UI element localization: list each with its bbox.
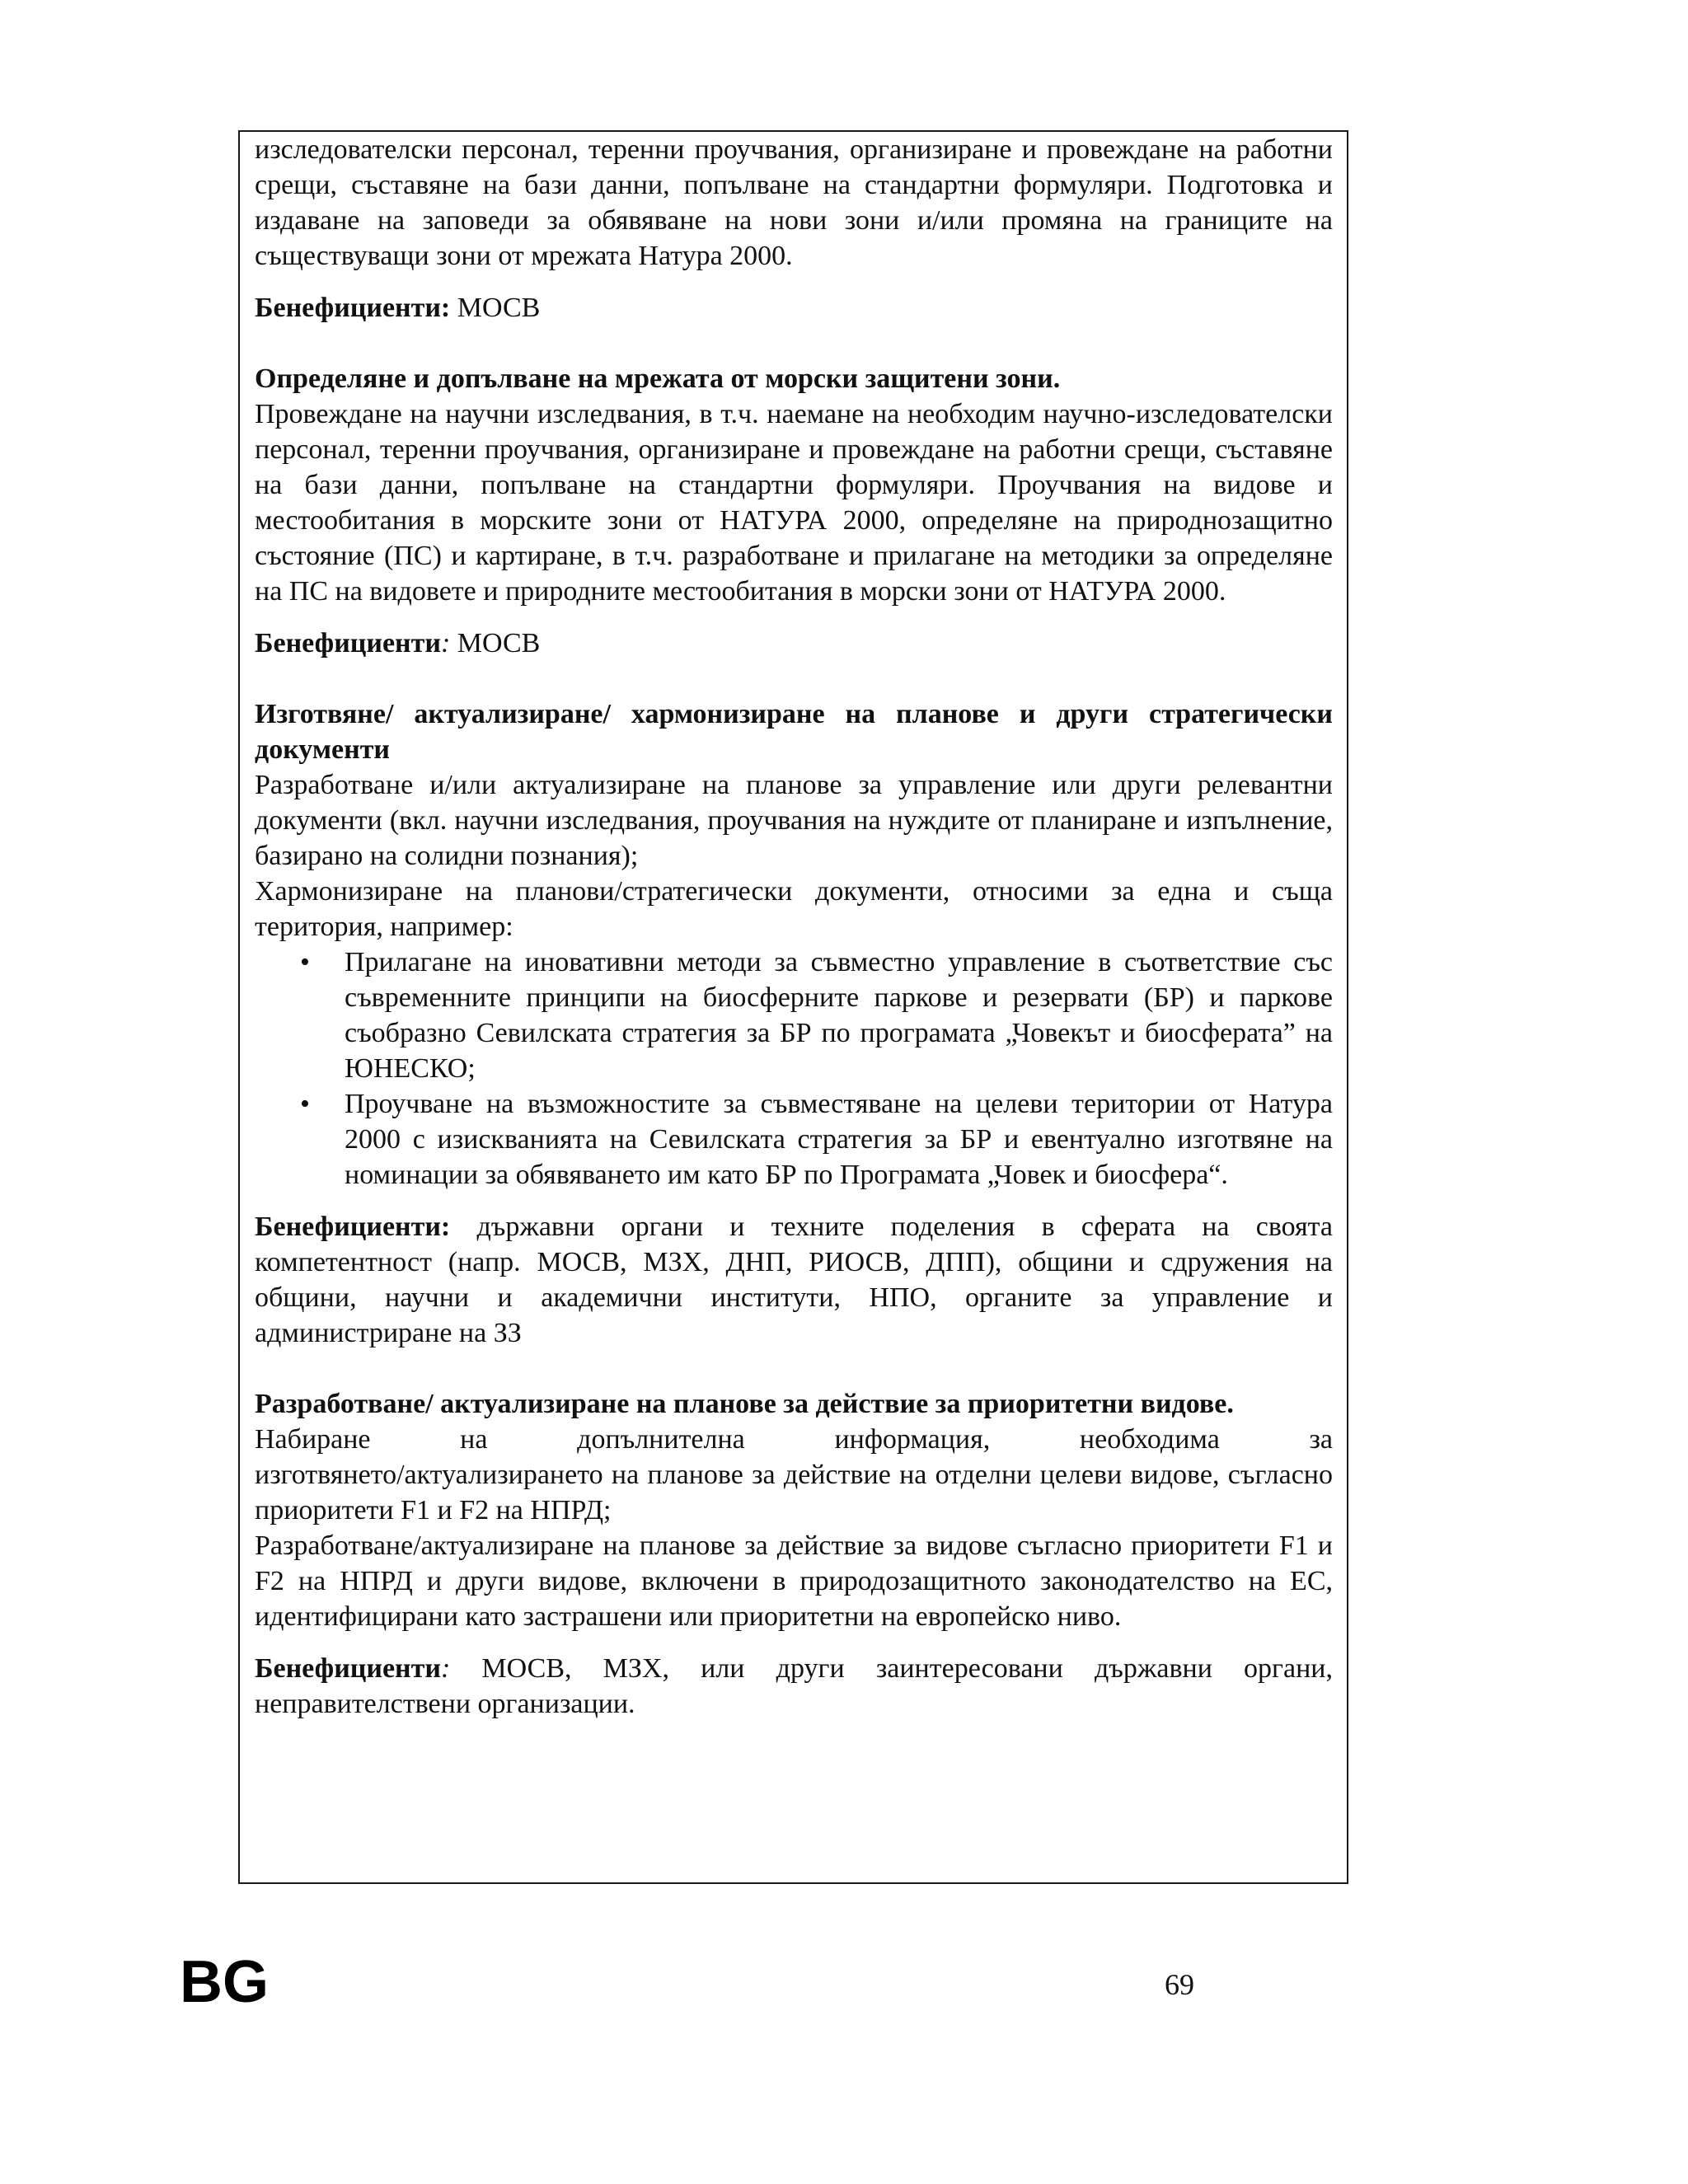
section-text-species-line-1: Набиране на допълнителна информация, необходима за	[255, 1424, 1333, 1455]
beneficiaries-value: МОСВ, МЗХ, или други заинтересовани държавни органи, неправителствени организации.	[255, 1653, 1333, 1719]
language-mark: BG	[180, 1949, 269, 2015]
intro-beneficiaries	[255, 290, 1333, 326]
section-text-species-2: Разработване/актуализиране на планове за действие за видове съгласно приоритети F1 и F2 на НПРД и други видове, включени в природозащитното законодателство на ЕС, идентифицирани като застрашени или приоритетни на европейско ниво.	[255, 1530, 1333, 1632]
beneficiaries-colon: :	[440, 1653, 451, 1684]
beneficiaries-label: Бенефициенти	[255, 1653, 441, 1684]
section-text-species-1: изготвянето/актуализирането на планове за действие на отделни целеви видове, съгласно приоритети F1 и F2 на НПРД;	[255, 1460, 1333, 1526]
bullet-icon: •	[300, 947, 310, 977]
section-heading-marine: Определяне и допълване на мрежата от морски защитени зони.	[255, 363, 1061, 394]
section-text-plans-1: Разработване и/или актуализиране на планове за управление или други релевантни документи (вкл. научни изследвания, проучвания на нуждите от планиране и изпълнение, базирано на солидни познания);	[255, 770, 1333, 871]
marine-beneficiaries	[255, 626, 1333, 661]
bullet-icon: •	[300, 1089, 310, 1119]
beneficiaries-label: Бенефициенти:	[255, 293, 451, 323]
beneficiaries-colon: :	[440, 628, 451, 658]
section-heading-species: Разработване/ актуализиране на планове за действие за приоритетни видове.	[255, 1389, 1234, 1419]
beneficiaries-label: Бенефициенти	[255, 628, 441, 658]
section-heading-plans: Изготвяне/ актуализиране/ хармонизиране на планове и други стратегически документи	[255, 699, 1333, 765]
page-number: 69	[1165, 1968, 1194, 2001]
content-body	[255, 132, 1333, 1722]
species-beneficiaries	[255, 1651, 1333, 1722]
list-item	[255, 944, 1333, 1086]
bullet-list	[255, 944, 1333, 1193]
plans-beneficiaries	[255, 1209, 1333, 1351]
bullet-text: Проучване на възможностите за съвместяване на целеви територии от Натура 2000 с изискванията на Севилската стратегия за БР и евентуално изготвяне на номинации за обявяването им като БР по Програмата „Човек и биосфера“.	[345, 1089, 1333, 1190]
beneficiaries-label: Бенефициенти:	[255, 1212, 451, 1242]
section-text-marine: Провеждане на научни изследвания, в т.ч. наемане на необходим научно-изследователски персонал, теренни проучвания, организиране и провеждане на работни срещи, съставяне на бази данни, попълване на стандартни формуляри. Проучвания на видове и местообитания в морските зони от НАТУРА 2000, определяне на природнозащитно състояние (ПС) и картиране, в т.ч. разработване и прилагане на методики за определяне на ПС на видовете и природните местообитания в морски зони от НАТУРА 2000.	[255, 399, 1333, 607]
section-text-plans-2: Хармонизиране на планови/стратегически документи, относими за една и съща територия, например:	[255, 876, 1333, 942]
bullet-text: Прилагане на иновативни методи за съвместно управление в съответствие със съвременните принципи на биосферните паркове и резервати (БР) и паркове съобразно Севилската стратегия за БР по програмата „Човекът и биосферата” на ЮНЕСКО;	[345, 947, 1333, 1084]
intro-paragraph: изследователски персонал, теренни проучвания, организиране и провеждане на работни срещи, съставяне на бази данни, попълване на стандартни формуляри. Подготовка и издаване на заповеди за обявяване на нови зони и/или промяна на границите на съществуващи зони от мрежата Натура 2000.	[255, 134, 1333, 271]
beneficiaries-value: МОСВ	[450, 293, 541, 323]
list-item	[255, 1086, 1333, 1193]
beneficiaries-value: МОСВ	[450, 628, 541, 658]
beneficiaries-value: държавни органи и техните поделения в сферата на своята компетентност (напр. МОСВ, МЗХ, ДНП, РИОСВ, ДПП), общини и сдружения на общини, научни и академични институти, НПО, органите за управление и администриране на ЗЗ	[255, 1212, 1333, 1348]
